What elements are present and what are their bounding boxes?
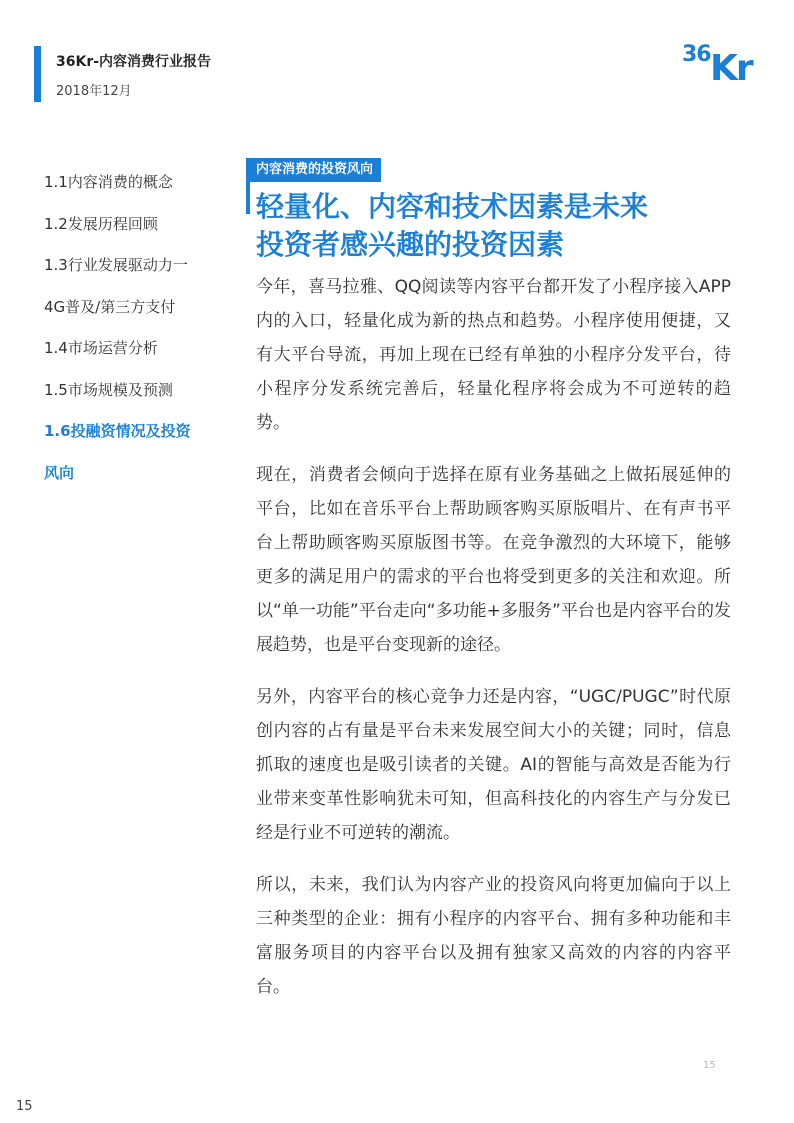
table-of-contents: [44, 170, 224, 502]
logo-letters: Kr: [710, 48, 752, 89]
paragraph-2: 现在，消费者会倾向于选择在原有业务基础之上做拓展延伸的平台，比如在音乐平台上帮助顾客购买原版唱片、在有声书平台上帮助顾客购买原版图书等。在竞争激烈的大环境下，能够更多的满足用户的需求的平台也将受到更多的关注和欢迎。所以“单一功能”平台走向“多功能+多服务”平台也是内容平台的发展趋势，也是平台变现新的途径。: [256, 465, 731, 655]
toc-item-1-2[interactable]: 1.2发展历程回顾: [44, 214, 158, 233]
toc-item-1-3[interactable]: 1.3行业发展驱动力一: [44, 256, 188, 274]
toc-item-1-3-cont[interactable]: 4G普及/第三方支付: [44, 297, 176, 316]
logo-number: 36: [682, 42, 711, 67]
report-date: 2018年12月: [56, 84, 132, 99]
headline-line-2: 投资者感兴趣的投资因素: [256, 228, 565, 261]
36kr-logo: [682, 40, 762, 96]
report-title: 36Kr-内容消费行业报告: [56, 54, 212, 70]
paragraph-1: 今年，喜马拉雅、QQ阅读等内容平台都开发了小程序接入APP内的入口，轻量化成为新的热点和趋势。小程序使用便捷，又有大平台导流，再加上现在已经有单独的小程序分发平台，待小程序分发系统完善后，轻量化程序将会成为不可逆转的趋势。: [256, 277, 731, 433]
page-number: 15: [16, 1099, 33, 1114]
paragraph-4: 所以，未来，我们认为内容产业的投资风向将更加偏向于以上三种类型的企业：拥有小程序的内容平台、拥有多种功能和丰富服务项目的内容平台以及拥有独家又高效的内容的内容平台。: [256, 875, 731, 997]
paragraph-3: 另外，内容平台的核心竞争力还是内容，“UGC/PUGC”时代原创内容的占有量是平台未来发展空间大小的关键；同时，信息抓取的速度也是吸引读者的关键。AI的智能与高效是否能为行业带来变革性影响犹未可知，但高科技化的内容生产与分发已经是行业不可逆转的潮流。: [256, 687, 731, 843]
toc-item-1-1[interactable]: 1.1内容消费的概念: [44, 173, 173, 191]
section-headline: [256, 188, 756, 264]
body-text: [256, 270, 731, 1022]
toc-item-1-6[interactable]: 1.6投融资情况及投资: [44, 422, 191, 440]
toc-item-1-4[interactable]: 1.4市场运营分析: [44, 339, 158, 357]
inner-page-number: 15: [703, 1060, 716, 1071]
section-tag: 内容消费的投资风向: [248, 158, 381, 182]
header-accent-bar: [34, 46, 41, 102]
headline-line-1: 轻量化、内容和技术因素是未来: [256, 190, 649, 223]
toc-item-1-6-cont[interactable]: 风向: [44, 463, 75, 482]
toc-item-1-5[interactable]: 1.5市场规模及预测: [44, 380, 173, 399]
